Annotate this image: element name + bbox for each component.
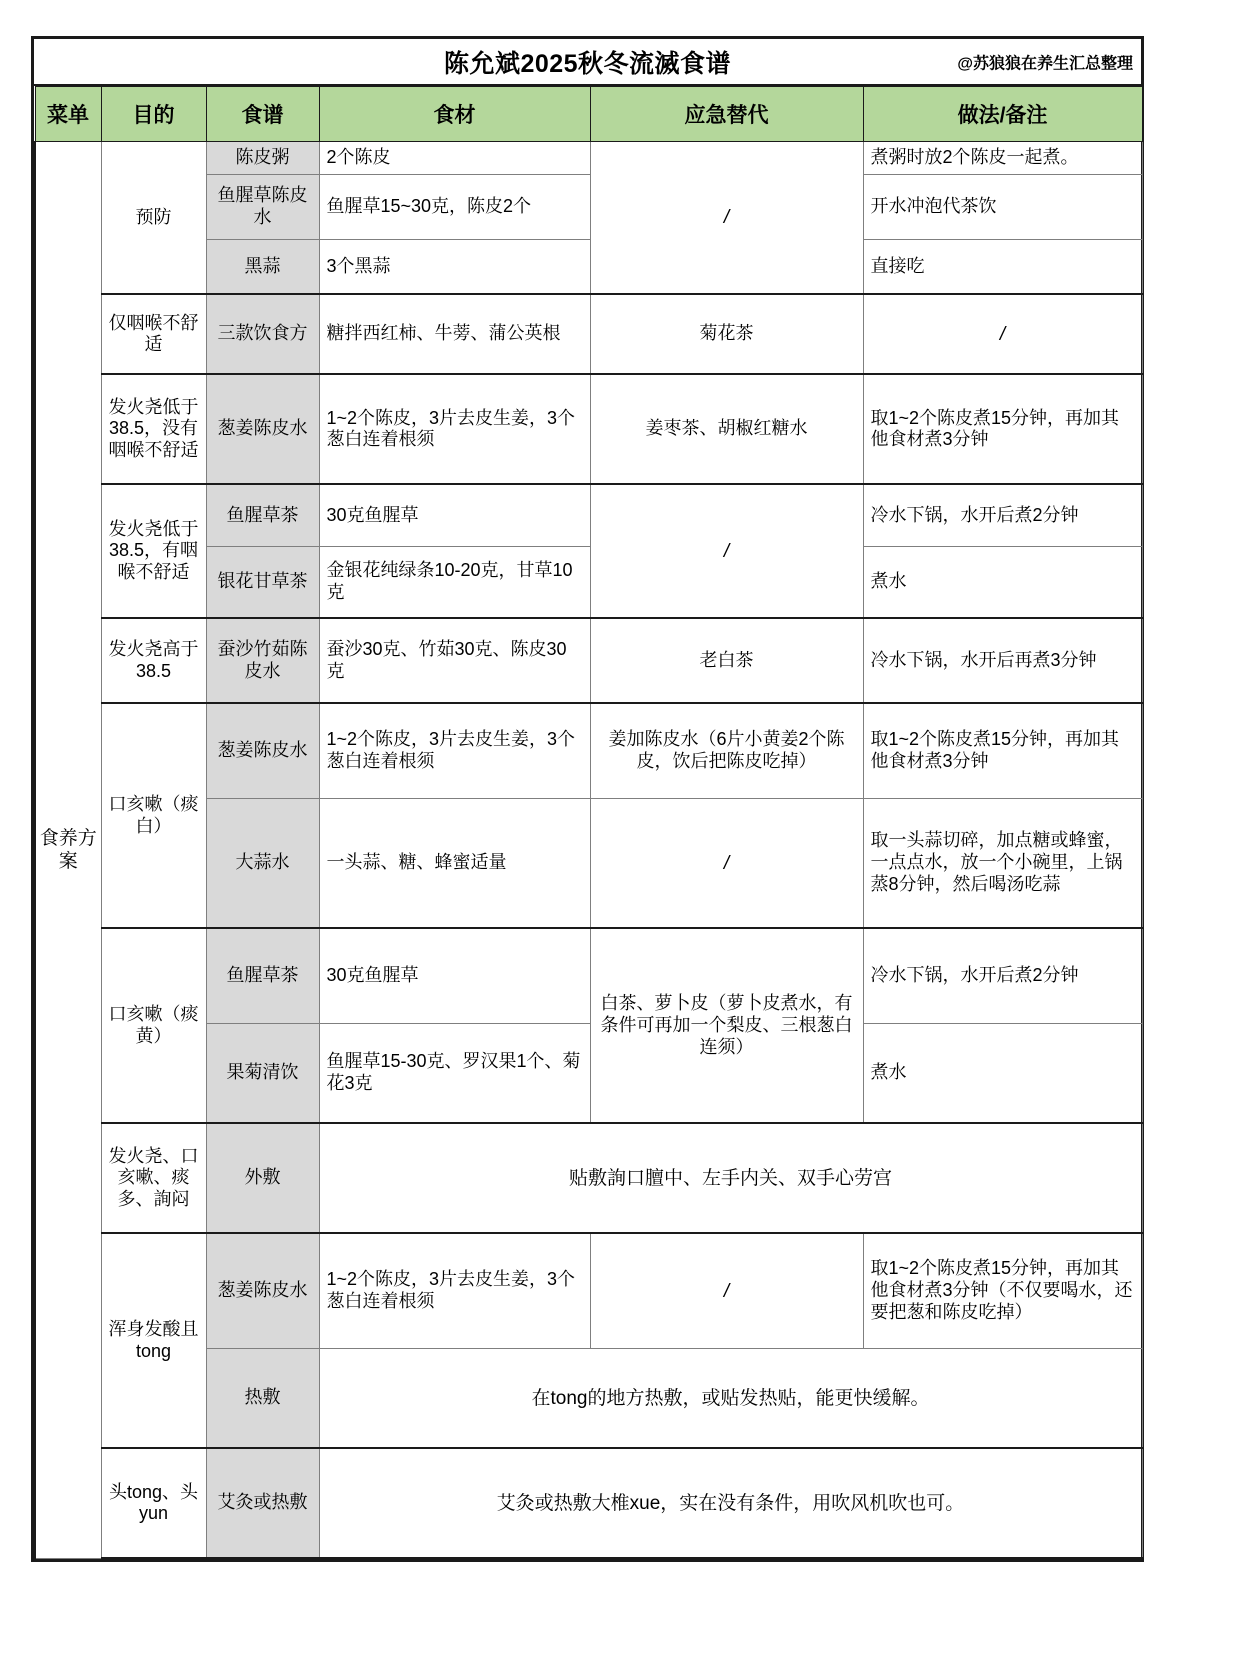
method-cell: 取1~2个陈皮煮15分钟，再加其他食材煮3分钟 (863, 374, 1142, 484)
ingredients-cell: 鱼腥草15-30克、罗汉果1个、菊花3克 (319, 1023, 590, 1123)
ingredients-cell: 1~2个陈皮，3片去皮生姜，3个葱白连着根须 (319, 703, 590, 798)
alternative-cell: 老白茶 (590, 618, 863, 703)
purpose-cell: 头tong、头yun (101, 1448, 206, 1558)
ingredients-cell: 30克鱼腥草 (319, 484, 590, 546)
recipe-cell: 鱼腥草陈皮水 (206, 174, 319, 239)
recipe-cell: 银花甘草茶 (206, 546, 319, 618)
ingredients-cell: 1~2个陈皮，3片去皮生姜，3个葱白连着根须 (319, 1233, 590, 1348)
menu-label: 食养方案 (35, 142, 101, 1559)
table-row (35, 374, 1142, 484)
fullwidth-note: 艾灸或热敷大椎xue，实在没有条件，用吹风机吹也可。 (319, 1448, 1142, 1558)
ingredients-cell: 2个陈皮 (319, 142, 590, 175)
purpose-cell: 发火尧、口亥嗽、痰多、詢闷 (101, 1123, 206, 1233)
alternative-cell: / (590, 798, 863, 928)
table-row (35, 142, 1142, 175)
method-cell: 取1~2个陈皮煮15分钟，再加其他食材煮3分钟 (863, 703, 1142, 798)
column-header-method: 做法/备注 (863, 87, 1142, 142)
alternative-cell: / (590, 142, 863, 295)
alternative-cell: 姜枣茶、胡椒红糖水 (590, 374, 863, 484)
purpose-cell: 发火尧低于38.5，没有咽喉不舒适 (101, 374, 206, 484)
alternative-cell: / (590, 1233, 863, 1348)
recipe-cell: 外敷 (206, 1123, 319, 1233)
method-cell: 冷水下锅，水开后再煮3分钟 (863, 618, 1142, 703)
fullwidth-note: 在tong的地方热敷，或贴发热贴，能更快缓解。 (319, 1348, 1142, 1448)
purpose-cell: 口亥嗽（痰黄） (101, 928, 206, 1123)
ingredients-cell: 1~2个陈皮，3片去皮生姜，3个葱白连着根须 (319, 374, 590, 484)
fullwidth-note: 贴敷詢口膻中、左手内关、双手心劳宫 (319, 1123, 1142, 1233)
ingredients-cell: 糖拌西红柿、牛蒡、蒲公英根 (319, 294, 590, 374)
recipe-cell: 鱼腥草茶 (206, 928, 319, 1023)
method-cell: 取1~2个陈皮煮15分钟，再加其他食材煮3分钟（不仅要喝水，还要把葱和陈皮吃掉） (863, 1233, 1142, 1348)
column-header-alternative: 应急替代 (590, 87, 863, 142)
method-cell: 煮水 (863, 1023, 1142, 1123)
credit-attribution: @苏狼狼在养生汇总整理 (957, 55, 1133, 72)
alternative-cell: 白茶、萝卜皮（萝卜皮煮水，有条件可再加一个梨皮、三根葱白连须） (590, 928, 863, 1123)
page-title: 陈允斌2025秋冬流滅食谱 (443, 49, 732, 78)
column-header-ingredients: 食材 (319, 87, 590, 142)
table-row (35, 928, 1142, 1023)
method-cell: / (863, 294, 1142, 374)
purpose-cell: 发火尧高于38.5 (101, 618, 206, 703)
recipe-cell: 蚕沙竹茹陈皮水 (206, 618, 319, 703)
purpose-cell: 发火尧低于38.5，有咽喉不舒适 (101, 484, 206, 618)
ingredients-cell: 一头蒜、糖、蜂蜜适量 (319, 798, 590, 928)
column-header-recipe: 食谱 (206, 87, 319, 142)
purpose-cell: 仅咽喉不舒适 (101, 294, 206, 374)
table-row (35, 618, 1142, 703)
ingredients-cell: 鱼腥草15~30克，陈皮2个 (319, 174, 590, 239)
purpose-cell: 口亥嗽（痰白） (101, 703, 206, 928)
table-row (35, 703, 1142, 798)
ingredients-cell: 蚕沙30克、竹茹30克、陈皮30克 (319, 618, 590, 703)
recipe-cell: 热敷 (206, 1348, 319, 1448)
recipe-cell: 黑蒜 (206, 239, 319, 294)
recipe-cell: 果菊清饮 (206, 1023, 319, 1123)
recipe-table (34, 86, 1143, 1559)
recipe-sheet (31, 36, 1144, 1562)
method-cell: 开水冲泡代茶饮 (863, 174, 1142, 239)
ingredients-cell: 30克鱼腥草 (319, 928, 590, 1023)
recipe-cell: 三款饮食方 (206, 294, 319, 374)
recipe-cell: 葱姜陈皮水 (206, 374, 319, 484)
column-header-menu: 菜单 (35, 87, 101, 142)
alternative-cell: 菊花茶 (590, 294, 863, 374)
method-cell: 冷水下锅，水开后煮2分钟 (863, 928, 1142, 1023)
title-bar (34, 39, 1141, 86)
method-cell: 煮水 (863, 546, 1142, 618)
method-cell: 取一头蒜切碎，加点糖或蜂蜜，一点点水，放一个小碗里，上锅蒸8分钟，然后喝汤吃蒜 (863, 798, 1142, 928)
table-header-row (35, 87, 1142, 142)
recipe-cell: 葱姜陈皮水 (206, 703, 319, 798)
purpose-cell: 预防 (101, 142, 206, 295)
table-row (35, 1123, 1142, 1233)
method-cell: 煮粥时放2个陈皮一起煮。 (863, 142, 1142, 175)
column-header-purpose: 目的 (101, 87, 206, 142)
ingredients-cell: 金银花纯绿条10-20克，甘草10克 (319, 546, 590, 618)
alternative-cell: 姜加陈皮水（6片小黄姜2个陈皮，饮后把陈皮吃掉） (590, 703, 863, 798)
table-row (35, 1233, 1142, 1348)
recipe-cell: 艾灸或热敷 (206, 1448, 319, 1558)
table-row (35, 294, 1142, 374)
recipe-cell: 大蒜水 (206, 798, 319, 928)
method-cell: 冷水下锅，水开后煮2分钟 (863, 484, 1142, 546)
method-cell: 直接吃 (863, 239, 1142, 294)
recipe-cell: 鱼腥草茶 (206, 484, 319, 546)
purpose-cell: 浑身发酸且tong (101, 1233, 206, 1448)
table-row (35, 1448, 1142, 1558)
alternative-cell: / (590, 484, 863, 618)
recipe-cell: 葱姜陈皮水 (206, 1233, 319, 1348)
ingredients-cell: 3个黑蒜 (319, 239, 590, 294)
table-row (35, 484, 1142, 546)
recipe-cell: 陈皮粥 (206, 142, 319, 175)
